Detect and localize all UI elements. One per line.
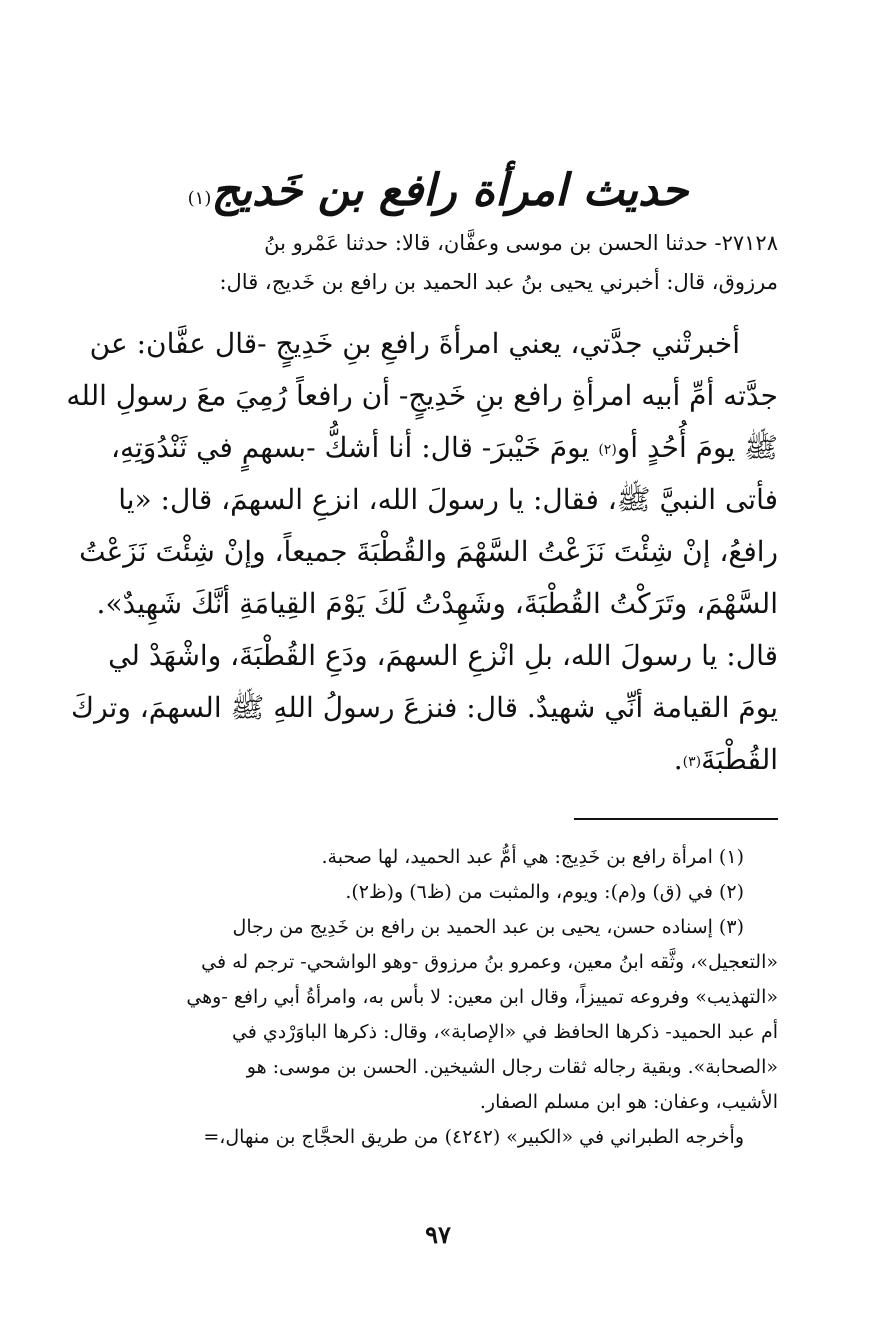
matn-line: جدَّته أمِّ أبيه امرأةِ رافع بنِ خَدِيجٍ- أن رافعاً رُمِيَ معَ رسولِ الله (66, 379, 778, 412)
footnote-line: وأخرجه الطبراني في «الكبير» (٤٢٤٢) من طريق الحجَّاج بن منهال،= (203, 1126, 744, 1148)
footnote-2 (94, 875, 778, 910)
matn-line-end: يومَ خَيْبرَ- قال: أنا أشكُّ -بسهمٍ في ثَنْدُوَتِهِ، (110, 431, 599, 464)
footnote-1 (94, 840, 778, 875)
footnote-ref-2: (٢) (598, 442, 617, 458)
footnote-3-continued (94, 1120, 778, 1155)
matn-line-start: ﷺ يومَ أُحُدٍ أو (616, 431, 778, 464)
matn-line: رافعُ، إنْ شِئْتَ نَزَعْتُ السَّهْمَ والقُطْبَةَ جميعاً، وإنْ شِئْتَ نَزَعْتُ (79, 535, 778, 568)
isnad-line: مرزوق، قال: أخبرني يحيى بنُ عبد الحميد بن رافع بن خَديج، قال: (219, 270, 778, 294)
footnote-divider (574, 818, 778, 820)
matn-last-words: القُطْبَةَ (701, 743, 778, 776)
footnote-ref-3: (٣) (682, 754, 702, 770)
matn-line (86, 422, 778, 474)
page-number: ٩٧ (425, 1220, 451, 1249)
footnote-line: (٣) إسناده حسن، يحيى بن عبد الحميد بن رافع بن خَدِيج من رجال (232, 916, 744, 938)
title-footnote-ref: (١) (187, 188, 212, 210)
footnotes (94, 840, 778, 1155)
matn-line: أخبرتْني جدَّتي، يعني امرأةَ رافعِ بنِ خَدِيجٍ -قال عفَّان: عن (89, 327, 740, 360)
hadith-isnad (93, 224, 778, 302)
matn-end-period: . (673, 743, 683, 776)
matn-line: فأتى النبيَّ ﷺ، فقال: يا رسولَ الله، انزعِ السهمَ، قال: «يا (118, 483, 778, 516)
matn-line: السَّهْمَ، وتَرَكْتُ القُطْبَةَ، وشَهِدْتُ لَكَ يَوْمَ القِيامَةِ أنَّكَ شَهِيدٌ». (96, 587, 778, 620)
footnote-line: «التهذيب» وفروعه تمييزاً، وقال ابن معين: لا بأس به، وامرأةُ أبي رافع -وهي (186, 986, 778, 1008)
title-text: حديث امرأة رافع بن خَديج (211, 165, 689, 217)
matn-line: قال: يا رسولَ الله، بلِ انْزعِ السهمَ، ودَعِ القُطْبَةَ، واشْهَدْ لي (108, 639, 778, 672)
footnote-line: أم عبد الحميد- ذكرها الحافظ في «الإصابة»، وقال: ذكرها الباوَرْدي في (231, 1021, 778, 1043)
footnote-line: الأشيب، وعفان: هو ابن مسلم الصفار. (479, 1091, 778, 1113)
footnote-line: (١) امرأة رافع بن خَدِيج: هي أمُّ عبد الحميد، لها صحبة. (321, 846, 744, 868)
page-title (100, 151, 776, 231)
hadith-matn (66, 318, 778, 786)
footnote-line: «الصحابة». وبقية رجاله ثقات رجال الشيخين. الحسن بن موسى: هو (246, 1056, 778, 1078)
matn-line (86, 734, 778, 786)
footnote-3 (94, 910, 778, 1120)
footnote-line: «التعجيل»، وثَّقه ابنُ معين، وعمرو بنُ مرزوق -وهو الواشحي- ترجم له في (201, 951, 778, 973)
footnote-line: (٢) في (ق) و(م): ويوم، والمثبت من (ظ٦) و(ظ٢). (345, 881, 744, 903)
isnad-line: ٢٧١٢٨- حدثنا الحسن بن موسى وعفَّان، قالا: حدثنا عَمْرو بنُ (264, 231, 778, 255)
matn-line: يومَ القيامة أنِّي شهيدٌ. قال: فنزعَ رسولُ اللهِ ﷺ السهمَ، وتركَ (71, 691, 778, 724)
